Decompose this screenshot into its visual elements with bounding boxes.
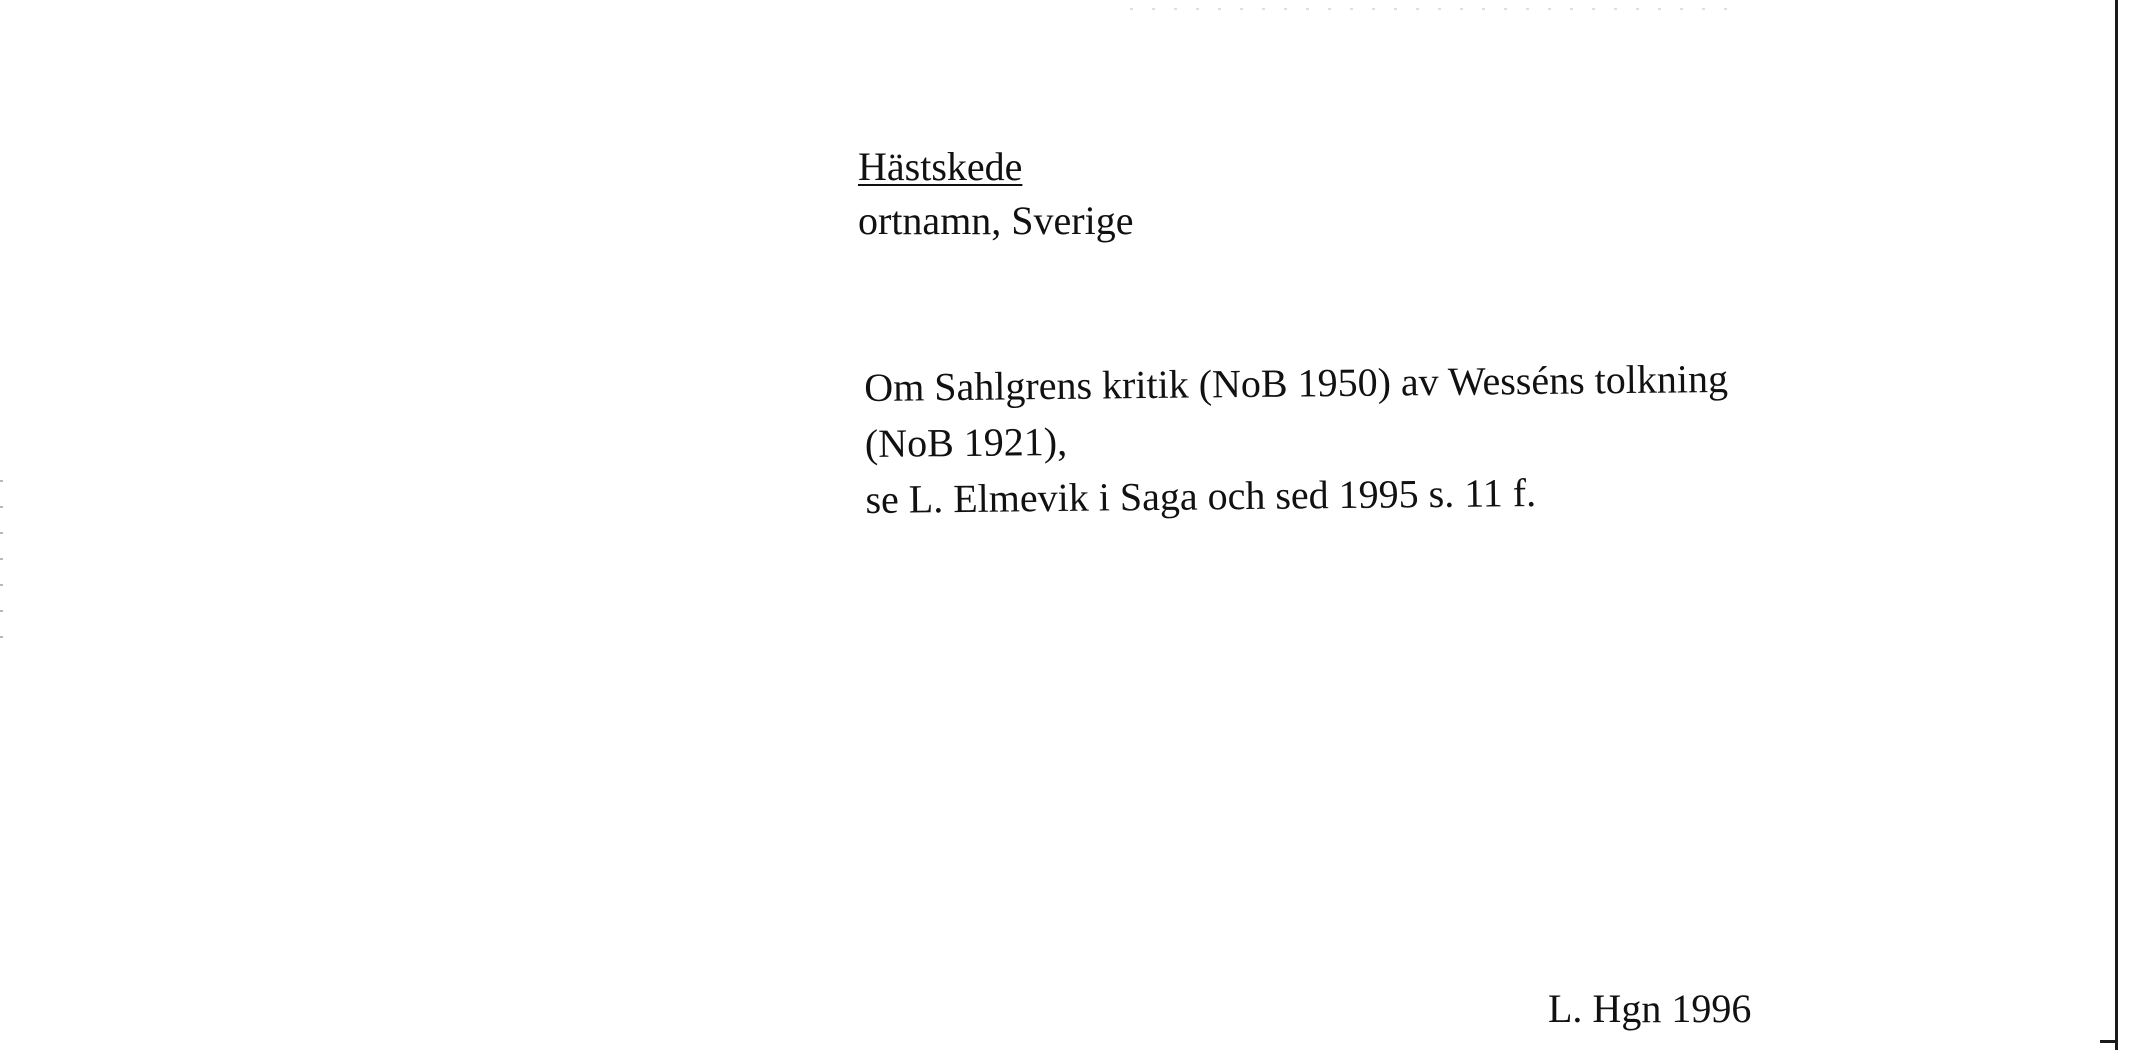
signature: L. Hgn 1996 (1548, 986, 1752, 1031)
card-edge (2115, 0, 2118, 1050)
category-label: ortnamn, Sverige (858, 198, 1134, 243)
body-line-3: se L. Elmevik i Saga och sed 1995 s. 11 f. (865, 469, 1537, 522)
scan-noise (1130, 8, 1730, 10)
body-line-2: (NoB 1921), (864, 418, 1068, 466)
card-body (864, 351, 1729, 528)
card-corner (2100, 1040, 2116, 1043)
headword: Hästskede (858, 144, 1023, 189)
body-line-1: Om Sahlgrens kritik (NoB 1950) av Wesséns tolkning (864, 355, 1729, 410)
scan-noise-left (0, 480, 3, 660)
